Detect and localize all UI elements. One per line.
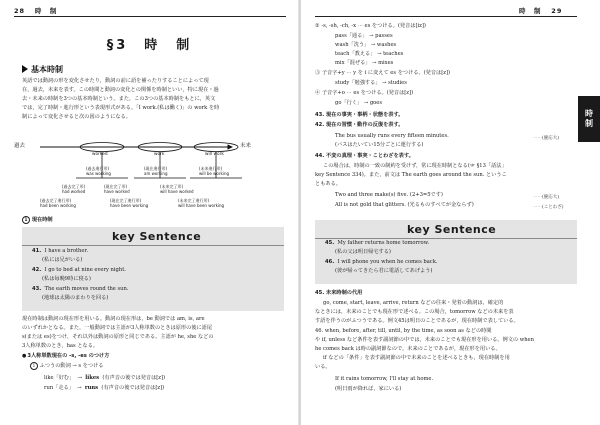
body-line: や if, unless など条件を表す副詞節の中では，未来のことでも現在形を用いる。例文の when	[315, 337, 534, 343]
diagram-label: (過去完了進行形)	[40, 198, 72, 203]
rule-example: wash「洗う」 → washes	[335, 42, 397, 48]
diagram-label: (現在進行形)	[144, 166, 168, 171]
ks-english: I will phone you when he comes back.	[337, 259, 438, 265]
rule-three	[315, 69, 450, 78]
form-past: worked	[92, 152, 108, 157]
diagram-form: am working	[144, 171, 168, 176]
circled-one-icon: 1	[22, 216, 30, 224]
rule-two	[315, 22, 426, 31]
example-form: likes	[85, 375, 100, 381]
rule-one-label: ふつうの動詞 → s をつける	[39, 363, 104, 369]
ks-number: 45.	[325, 240, 335, 246]
body-line: 3人称単数のとき，has となる。	[22, 343, 99, 349]
diagram-form: will have worked	[160, 189, 194, 194]
body-line: 46. when, before, after, till, until, by the time, as soon as などの時間	[315, 328, 492, 334]
right-page-number: 29	[551, 7, 563, 15]
body-line: のいずれかとなる。また，一般動詞では主語が3人称単数のときは原形の後に語尾	[22, 325, 213, 331]
example-en: If it rains tomorrow, I'll stay at home.	[335, 376, 434, 382]
example-source: ⋯⋯(慶応大)	[533, 195, 560, 200]
body-line: key Sentence 334)。また，前文は The earth goes around the sun. というこ	[315, 172, 507, 178]
body-line: he comes back は時の副詞節なので，未来のことであるが，現在形を用いる。	[315, 346, 501, 352]
circled-one-icon: 1	[30, 362, 38, 370]
ks-number: 46.	[325, 259, 335, 265]
rule-one	[30, 362, 104, 371]
left-header-title: 時 制	[34, 7, 58, 15]
diagram-label: (過去進行形)	[86, 166, 110, 171]
key-sentence-item	[32, 285, 129, 294]
diagram-form: had worked	[62, 189, 86, 194]
arrow-icon: →	[77, 375, 82, 381]
left-page-number: 28	[14, 7, 26, 15]
diagram-label: (未来完了進行形)	[178, 198, 210, 203]
subsub-heading	[22, 352, 109, 361]
point-44	[315, 152, 414, 161]
triangle-bullet-icon	[22, 65, 28, 73]
future-label: 未来	[240, 143, 252, 149]
ks-number: 41.	[32, 248, 42, 254]
ks-japanese: (地球は太陽のまわりを回る)	[42, 295, 109, 301]
body-line: 現在時制は動詞の現在形を用いる。動詞の現在形は，be 動詞では am, is, are	[22, 316, 205, 322]
section-title: §3 時 制	[106, 38, 193, 53]
diagram-form: have been working	[110, 203, 149, 208]
ks-english: The earth moves round the sun.	[44, 286, 129, 292]
ks-english: I go to bed at nine every night.	[44, 267, 126, 273]
subsub-label: 3人称単数現在の -s, -es のつけ方	[27, 353, 110, 359]
example-note: (有声音の後では発音は[z])	[101, 385, 165, 391]
point-text: 現在の事実・事柄・状態を表す。	[326, 112, 404, 118]
key-sentence-title: key Sentence	[112, 230, 202, 243]
ks-japanese: (彼が帰ってきたら君に電話してあげよう)	[335, 268, 433, 274]
point-45	[315, 289, 362, 298]
rule-example: study「勉強する」 → studies	[335, 80, 407, 86]
intro-line: 英語では動詞の形を変化させたり，動詞の前に語を補ったりすることによって現	[22, 78, 209, 84]
key-sentence-item	[32, 247, 88, 256]
point-text: 未来時制の代用	[326, 290, 363, 296]
example-word: run「走る」	[44, 385, 74, 391]
intro-line: 制によって変化させると次の図のようになる。	[22, 114, 131, 120]
diagram-form: have worked	[104, 189, 130, 194]
ks-japanese: (私には兄がいる)	[42, 257, 83, 263]
sub1-heading	[22, 216, 53, 225]
example-en: Two and three make(s) five. (2+3=5です)	[335, 192, 443, 198]
subhead-basic-tense	[22, 64, 63, 75]
example-row	[44, 374, 165, 383]
diagram-form: had been working	[40, 203, 76, 208]
key-sentence-box-left	[22, 227, 284, 311]
right-page	[301, 0, 600, 425]
example-en: All is not gold that glitters. (光るものすべてが金ならず)	[335, 202, 474, 208]
ks-number: 42.	[32, 267, 42, 273]
diagram-label: (未来完了形)	[160, 184, 184, 189]
right-running-header	[519, 6, 562, 15]
point-43	[315, 111, 403, 120]
example-form: runs	[84, 385, 99, 391]
body-line: go, come, start, leave, arrive, return などの往来・発着の動詞は，確定的	[323, 300, 504, 306]
point-number: 42.	[315, 122, 325, 128]
ks-number: 43.	[32, 286, 42, 292]
body-line: なときには，未来のことでも現在形で述べる。この場合，tomorrow などの未来を表	[315, 309, 514, 315]
body-line: s(または es)をつけ，それ以外は動詞の原形と同じである。主語が he, she などの	[22, 334, 214, 340]
chapter-side-tab: 時制	[578, 96, 600, 142]
example-jp: (明日雨が降れば，家にいる)	[335, 386, 402, 392]
example-en: The bus usually runs every fifteen minutes.	[335, 133, 449, 139]
rule-four	[315, 89, 413, 98]
rule-example: pass「通る」 → passes	[335, 33, 393, 39]
circled-two-icon: ②	[315, 23, 320, 29]
diagram-label: (過去完了形)	[62, 184, 86, 189]
ks-english: My father returns home tomorrow.	[337, 240, 430, 246]
key-sentence-box-right	[315, 220, 577, 284]
ks-japanese: (私は毎晩9時に寝る)	[42, 276, 91, 282]
form-present: work	[154, 152, 165, 157]
example-source: ⋯⋯(慶応大)	[533, 136, 560, 141]
intro-line: 去・未来の時制を3つの基本時制という。また，この3つの基本時制をもとに，英文	[22, 96, 216, 102]
ks-english: I have a brother.	[44, 248, 89, 254]
key-sentence-item	[325, 239, 429, 248]
circled-three-icon: ③	[315, 70, 321, 76]
key-sentence-item	[325, 258, 438, 267]
left-header-rule	[14, 16, 286, 17]
rule-example: mix「混ぜる」 → mixes	[335, 60, 394, 66]
past-label: 過去	[14, 143, 26, 149]
intro-line: では，完了時制・進行形という表現形式がある。「I work.(私は働く)」の work を時	[22, 105, 220, 111]
example-word: like「好む」	[44, 375, 75, 381]
diagram-form: will have been working	[178, 203, 225, 208]
diagram-label: (現在完了形)	[104, 184, 128, 189]
example-jp: (バスはたいてい15分ごとに運行する)	[335, 142, 424, 148]
diagram-label: (未来進行形)	[199, 166, 223, 171]
key-sentence-rule	[22, 245, 284, 246]
body-line: この場合は，時制の一致の制約を受けず，常に現在時制となる(☞ §13「話法」	[323, 163, 507, 169]
example-source: ⋯⋯(ことわざ)	[533, 205, 564, 210]
intro-line: 在，過去，未来を表す。この時間と動詞の変化との関係を時制といい，特に現在・過	[22, 87, 219, 93]
ks-japanese: (私の父は明日帰宅する)	[335, 249, 391, 255]
point-number: 43.	[315, 112, 325, 118]
point-42	[315, 121, 403, 130]
body-line: いる。	[315, 364, 331, 370]
diagram-form: was working	[86, 171, 111, 176]
circled-four-icon: ④	[315, 90, 321, 96]
point-number: 45.	[315, 290, 325, 296]
example-row	[44, 384, 164, 393]
rule-text: -s, -sh, -ch, -x ⋯ es をつける。(発音は[iz])	[321, 23, 426, 29]
point-text: 現在の習慣・動作の反復を表す。	[326, 122, 404, 128]
point-text: 不変の真理・事実・ことわざを表す。	[326, 153, 414, 159]
rule-text: 子音字+o ⋯ es をつける。(発音は[z])	[321, 90, 414, 96]
body-line: す語を伴うのがふつうである。例文45は明日のことであるが，現在時制で表している。	[315, 318, 519, 324]
left-page	[0, 0, 299, 425]
sub1-label: 現在時制	[31, 217, 53, 223]
point-number: 44.	[315, 153, 325, 159]
diagram-label: (現在完了進行形)	[110, 198, 142, 203]
left-running-header	[14, 6, 57, 15]
circle-bullet-icon: ●	[22, 353, 27, 359]
subhead-label: 基本時制	[31, 65, 63, 74]
body-line: if などの「条件」を表す副詞節の中で未来のことを述べるときも，現在時制を用	[323, 355, 510, 361]
example-note: (有声音の後では発音は[z])	[102, 375, 166, 381]
right-header-title: 時 制	[519, 7, 542, 15]
body-line: ともある。	[315, 181, 341, 187]
right-header-rule	[315, 16, 577, 17]
diagram-form: will be working	[199, 171, 230, 176]
rule-example: teach「教える」 → teaches	[335, 51, 404, 57]
arrow-icon: →	[77, 385, 82, 391]
key-sentence-item	[32, 266, 126, 275]
form-future: will work	[205, 152, 224, 157]
rule-text: 子音字+y ⋯ y を i に変えて es をつける。(発音は[z])	[321, 70, 451, 76]
key-sentence-title: key Sentence	[407, 223, 497, 236]
rule-example: go「行く」 → goes	[335, 100, 383, 106]
